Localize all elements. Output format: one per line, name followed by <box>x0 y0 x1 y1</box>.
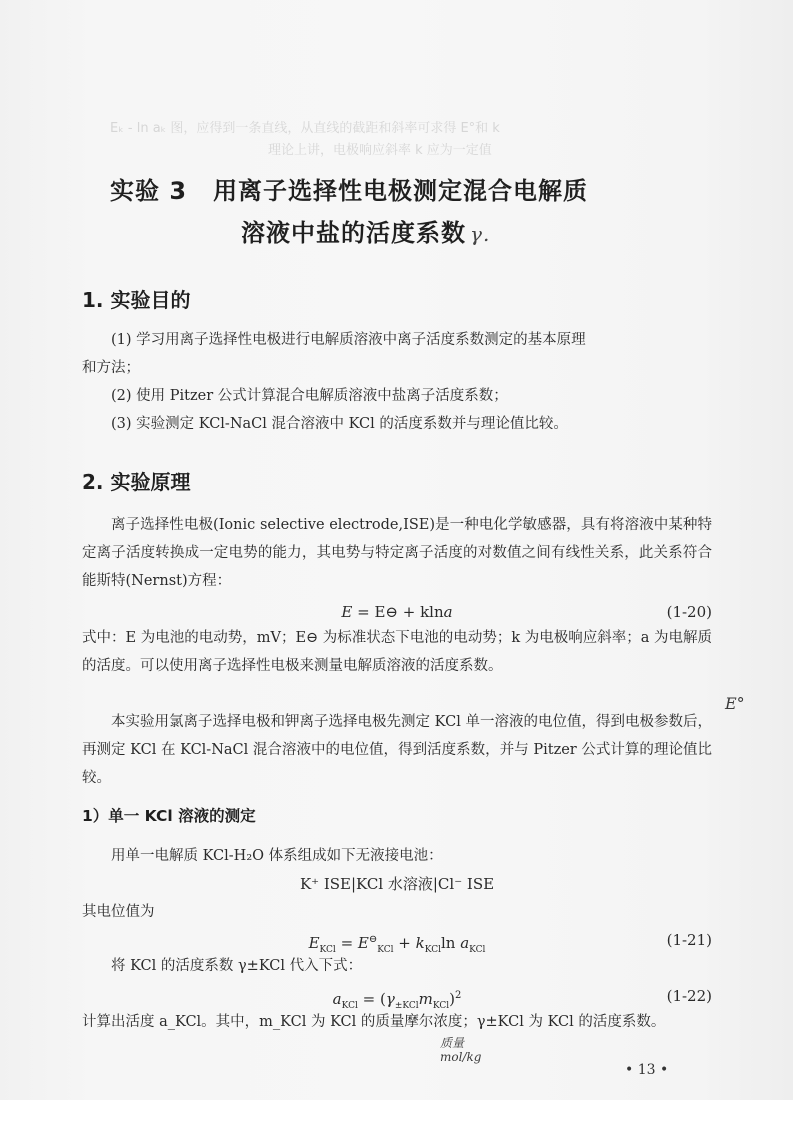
equation-1-21 <box>82 926 712 954</box>
section-heading-objectives: 1. 实验目的 <box>82 288 191 312</box>
principle-paragraph-2: 式中：E 为电池的电动势，mV；E⊖ 为标准状态下电池的电动势；k 为电极响应斜率；a 为电解质的活度。可以使用离子选择性电极来测量电解质溶液的活度系数。 <box>82 630 712 674</box>
objective-item: (1) 学习用离子选择性电极进行电解质溶液中离子活度系数测定的基本原理 <box>111 332 586 348</box>
subsection-paragraph-4: 计算出活度 a_KCl。其中，m_KCl 为 KCl 的质量摩尔浓度；γ±KCl 为 KCl 的活度系数。 <box>82 1014 666 1030</box>
page-title <box>110 170 710 255</box>
title-line-1: 用离子选择性电极测定混合电解质 <box>213 177 589 205</box>
subsection-paragraph-1: 用单一电解质 KCl-H₂O 体系组成如下无液接电池： <box>111 848 443 864</box>
subsection-heading-single-kcl: 1）单一 KCl 溶液的测定 <box>82 807 256 825</box>
title-line-2: 溶液中盐的活度系数 <box>241 219 466 247</box>
equation-1-20 <box>82 598 712 626</box>
equation-body: $E_{KCl} = E^⊖_{KCl} + k_{KCl}\ln$ $a_{KCl}$ <box>308 934 486 955</box>
experiment-number: 实验 3 <box>110 177 188 205</box>
cell-notation: K⁺ ISE|KCl 水溶液|Cl⁻ ISE <box>299 875 495 893</box>
objective-item-cont: 和方法； <box>82 360 140 376</box>
equation-number: (1-20) <box>666 603 712 621</box>
equation-body: $a_{KCl} = (\gamma_{\pm KCl}m_{KCl})^2$ <box>332 990 462 1011</box>
subsection-paragraph-2: 其电位值为 <box>82 904 155 920</box>
objectives-list <box>82 326 712 438</box>
equation-number: (1-22) <box>666 987 712 1005</box>
handwritten-note-units: 质量 mol/kg <box>440 1036 482 1064</box>
section-heading-principle: 2. 实验原理 <box>82 470 191 494</box>
objective-item: (2) 使用 Pitzer 公式计算混合电解质溶液中盐离子活度系数； <box>111 388 508 404</box>
objective-item: (3) 实验测定 KCl-NaCl 混合溶液中 KCl 的活度系数并与理论值比较。 <box>111 416 568 432</box>
page-number: • 13 • <box>625 1062 669 1078</box>
equation-1-22 <box>82 982 712 1010</box>
handwritten-gamma: γ. <box>470 222 491 246</box>
bleed-through-text: 理论上讲，电极响应斜率 k 应为一定值 <box>268 143 492 158</box>
equation-number: (1-21) <box>666 931 712 949</box>
margin-note-e-zero: E° <box>725 694 745 713</box>
principle-paragraph-3: 本实验用氯离子选择电极和钾离子选择电极先测定 KCl 单一溶液的电位值，得到电极参数后，再测定 KCl 在 KCl-NaCl 混合溶液中的电位值，得到活度系数，并与 Pitzer 公式计算的理论值比较。 <box>82 714 712 786</box>
bleed-through-text: Eₖ - ln aₖ 图，应得到一条直线，从直线的截距和斜率可求得 E°和 k <box>110 121 500 136</box>
equation-body: E = E⊖ + klna <box>341 603 453 621</box>
principle-paragraph-1: 离子选择性电极(Ionic selective electrode,ISE)是一种电化学敏感器，具有将溶液中某种特定离子活度转换成一定电势的能力，其电势与特定离子活度的对数值之间有线性关系，此关系符合能斯特(Nernst)方程： <box>82 517 712 589</box>
subsection-paragraph-3: 将 KCl 的活度系数 γ±KCl 代入下式： <box>111 958 363 974</box>
